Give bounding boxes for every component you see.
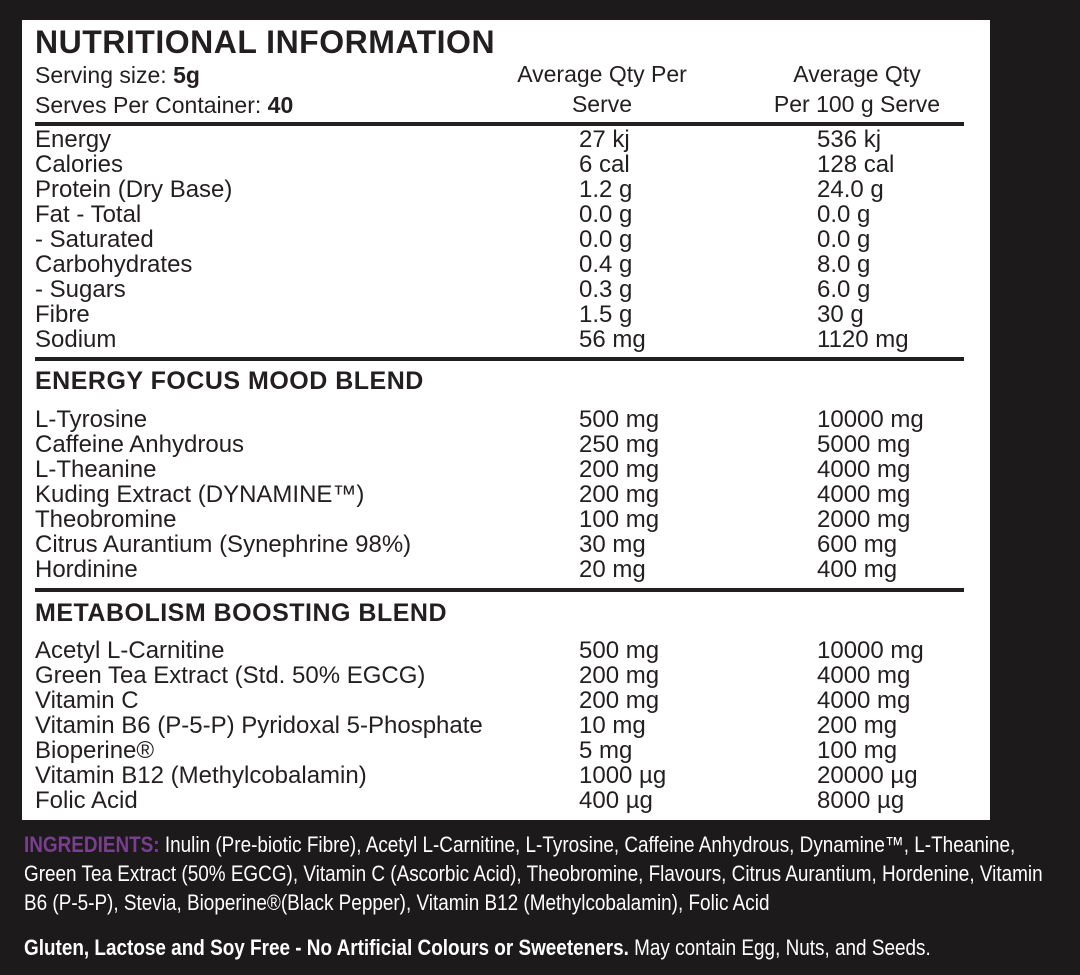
- blend2-title: METABOLISM BOOSTING BLEND: [35, 599, 448, 627]
- row-name: Hordinine: [35, 556, 138, 583]
- row-name: Vitamin C: [35, 687, 139, 714]
- row-per-100g: 600 mg: [817, 531, 898, 558]
- row-name: Energy: [35, 126, 112, 153]
- row-per-serve: 56 mg: [579, 326, 646, 353]
- row-per-100g: 4000 mg: [817, 481, 911, 508]
- nutrition-row: [22, 227, 990, 252]
- row-name: Vitamin B12 (Methylcobalamin): [35, 762, 367, 789]
- blend1-title: ENERGY FOCUS MOOD BLEND: [35, 367, 424, 395]
- blend2-row: [22, 738, 990, 763]
- footer-bold-text: Gluten, Lactose and Soy Free - No Artificial Colours or Sweeteners.: [24, 935, 629, 960]
- allergen-footer: [24, 935, 931, 961]
- row-per-100g: 8.0 g: [817, 251, 871, 278]
- row-per-100g: 128 cal: [817, 151, 895, 178]
- blend1-row: [22, 457, 990, 482]
- row-name: Theobromine: [35, 506, 177, 533]
- serving-size-value: 5g: [173, 62, 200, 88]
- row-per-serve: 10 mg: [579, 712, 646, 739]
- row-name: - Sugars: [35, 276, 126, 303]
- panel-title: NUTRITIONAL INFORMATION: [35, 24, 496, 60]
- blend1-row: [22, 532, 990, 557]
- nutrition-row: [22, 302, 990, 327]
- blend1-table: [22, 407, 990, 582]
- row-name: Citrus Aurantium (Synephrine 98%): [35, 531, 412, 558]
- row-per-100g: 1120 mg: [817, 326, 909, 353]
- blend1-row: [22, 507, 990, 532]
- row-name: Caffeine Anhydrous: [35, 431, 245, 458]
- serving-size: [35, 62, 200, 89]
- blend2-row: [22, 713, 990, 738]
- row-per-100g: 8000 µg: [817, 787, 905, 814]
- row-name: Bioperine®: [35, 737, 155, 764]
- footer-plain-text: May contain Egg, Nuts, and Seeds.: [628, 935, 931, 960]
- row-per-serve: 1.5 g: [579, 301, 633, 328]
- blend1-row: [22, 407, 990, 432]
- nutrition-row: [22, 152, 990, 177]
- row-per-100g: 10000 mg: [817, 406, 924, 433]
- column-header-per-serve-line2: Serve: [571, 91, 633, 117]
- column-header-per-100g-line1: Average Qty: [793, 61, 921, 87]
- row-per-serve: 400 µg: [579, 787, 653, 814]
- row-per-serve: 0.4 g: [579, 251, 633, 278]
- blend1-row: [22, 432, 990, 457]
- nutrition-panel: [22, 20, 990, 820]
- row-per-serve: 250 mg: [579, 431, 660, 458]
- column-header-per-serve-line1: Average Qty Per: [517, 61, 687, 87]
- row-per-serve: 100 mg: [579, 506, 660, 533]
- row-per-100g: 10000 mg: [817, 637, 924, 664]
- nutrition-row: [22, 177, 990, 202]
- ingredients-line-1-text: Inulin (Pre-biotic Fibre), Acetyl L-Carnitine, L-Tyrosine, Caffeine Anhydrous, Dynamine™, L-Theanine,: [159, 832, 1016, 857]
- row-per-serve: 6 cal: [579, 151, 630, 178]
- row-per-100g: 100 mg: [817, 737, 898, 764]
- nutrition-row: [22, 327, 990, 352]
- row-name: - Saturated: [35, 226, 154, 253]
- row-per-100g: 24.0 g: [817, 176, 884, 203]
- serving-size-label: Serving size:: [35, 62, 167, 88]
- row-per-100g: 0.0 g: [817, 226, 871, 253]
- serves-label: Serves Per Container:: [35, 92, 262, 118]
- blend2-row: [22, 663, 990, 688]
- blend2-row: [22, 688, 990, 713]
- ingredients-line-2: Green Tea Extract (50% EGCG), Vitamin C (Ascorbic Acid), Theobromine, Flavours, Citrus Aurantium, Hordenine, Vitamin: [24, 861, 1043, 886]
- row-per-serve: 200 mg: [579, 687, 660, 714]
- nutrition-table: [22, 127, 990, 352]
- ingredients-line-3: B6 (P-5-P), Stevia, Bioperine®(Black Pepper), Vitamin B12 (Methylcobalamin), Folic Acid: [24, 890, 770, 915]
- serves-per-container: [35, 92, 293, 119]
- nutrition-row: [22, 252, 990, 277]
- row-per-100g: 20000 µg: [817, 762, 918, 789]
- row-per-serve: 1000 µg: [579, 762, 667, 789]
- row-name: L-Theanine: [35, 456, 157, 483]
- column-header-per-100g: [757, 59, 957, 119]
- serves-value: 40: [267, 92, 294, 118]
- row-name: Kuding Extract (DYNAMINE™): [35, 481, 365, 508]
- blend2-row: [22, 788, 990, 813]
- row-name: Protein (Dry Base): [35, 176, 233, 203]
- row-name: Calories: [35, 151, 124, 178]
- row-name: Carbohydrates: [35, 251, 193, 278]
- row-per-100g: 4000 mg: [817, 687, 911, 714]
- row-per-serve: 20 mg: [579, 556, 646, 583]
- row-per-100g: 200 mg: [817, 712, 898, 739]
- row-per-100g: 400 mg: [817, 556, 898, 583]
- row-per-100g: 2000 mg: [817, 506, 911, 533]
- ingredients-label: INGREDIENTS:: [24, 832, 160, 857]
- row-per-serve: 0.0 g: [579, 201, 633, 228]
- row-name: Vitamin B6 (P-5-P) Pyridoxal 5-Phosphate: [35, 712, 483, 739]
- nutrition-row: [22, 277, 990, 302]
- blend2-table: [22, 638, 990, 813]
- ingredients-text: [24, 830, 1056, 917]
- ingredients-line-1: [24, 830, 1056, 859]
- row-name: Acetyl L-Carnitine: [35, 637, 225, 664]
- row-per-100g: 30 g: [817, 301, 864, 328]
- row-per-100g: 4000 mg: [817, 456, 911, 483]
- blend1-row: [22, 482, 990, 507]
- row-per-serve: 200 mg: [579, 662, 660, 689]
- blend2-row: [22, 763, 990, 788]
- row-per-serve: 0.3 g: [579, 276, 633, 303]
- row-per-serve: 500 mg: [579, 406, 660, 433]
- row-per-serve: 5 mg: [579, 737, 633, 764]
- row-per-serve: 200 mg: [579, 456, 660, 483]
- row-name: Fat - Total: [35, 201, 142, 228]
- row-per-100g: 4000 mg: [817, 662, 911, 689]
- row-per-serve: 27 kj: [579, 126, 630, 153]
- column-header-per-100g-line2: Per 100 g Serve: [773, 91, 941, 117]
- row-per-100g: 0.0 g: [817, 201, 871, 228]
- row-per-serve: 500 mg: [579, 637, 660, 664]
- blend1-row: [22, 557, 990, 582]
- column-header-per-serve: [492, 59, 712, 119]
- nutrition-row: [22, 127, 990, 152]
- row-name: Green Tea Extract (Std. 50% EGCG): [35, 662, 426, 689]
- row-name: Fibre: [35, 301, 90, 328]
- row-per-serve: 200 mg: [579, 481, 660, 508]
- row-per-serve: 0.0 g: [579, 226, 633, 253]
- row-per-100g: 536 kj: [817, 126, 882, 153]
- row-name: Sodium: [35, 326, 117, 353]
- row-per-100g: 5000 mg: [817, 431, 911, 458]
- row-per-100g: 6.0 g: [817, 276, 871, 303]
- row-name: Folic Acid: [35, 787, 138, 814]
- row-per-serve: 1.2 g: [579, 176, 633, 203]
- row-per-serve: 30 mg: [579, 531, 646, 558]
- blend2-row: [22, 638, 990, 663]
- nutrition-divider: [35, 357, 964, 361]
- nutrition-row: [22, 202, 990, 227]
- blend1-divider: [35, 588, 964, 592]
- row-name: L-Tyrosine: [35, 406, 148, 433]
